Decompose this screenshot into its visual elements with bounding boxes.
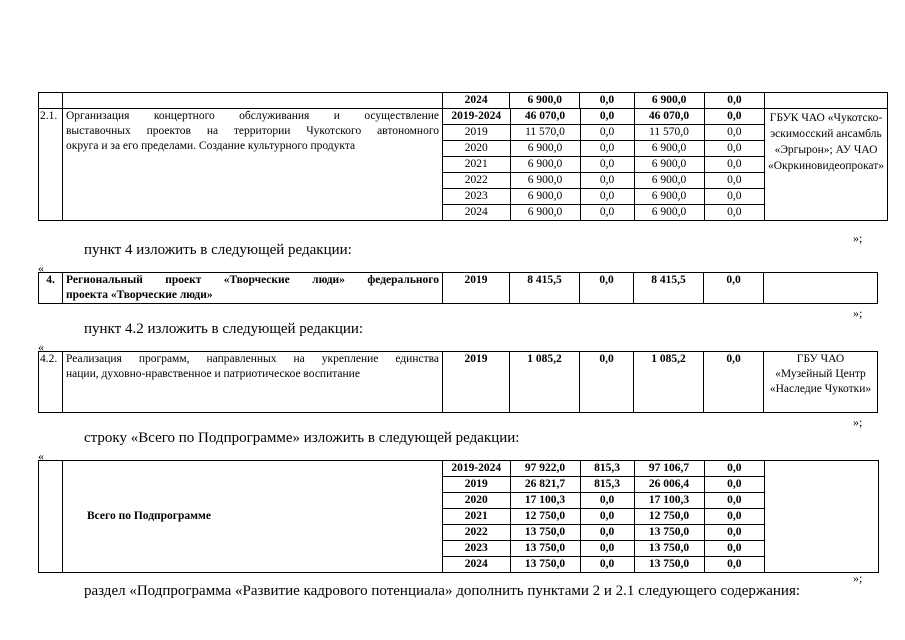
cell-year: 2022: [443, 525, 510, 541]
table-2: [38, 272, 878, 304]
cell-reg: 6 900,0: [634, 157, 704, 173]
cell-fed: 0,0: [580, 525, 634, 541]
paragraph: раздел «Подпрограмма «Развитие кадрового потенциала» дополнить пунктами 2 и 2.1 следующего содержания:: [84, 583, 801, 599]
cell-total: 11 570,0: [510, 125, 580, 141]
cell-other: 0,0: [704, 109, 764, 125]
cell-total: 26 821,7: [510, 477, 580, 493]
opening-quote: «: [38, 449, 44, 463]
cell-fed: 0,0: [580, 493, 634, 509]
year-row: [443, 557, 764, 573]
year-row: [443, 141, 764, 157]
cell-other: 0,0: [704, 125, 764, 141]
cell-fed: 815,3: [580, 477, 634, 493]
table-row: 4. Региональный проект «Творческие люди» федерального проекта «Творческие люди» 2019 8 415,5 0,0 8 415,5 0,0: [39, 273, 878, 304]
paragraph: пункт 4 изложить в следующей редакции:: [84, 242, 352, 258]
cell-reg: 6 900,0: [634, 141, 704, 157]
cell-total: 97 922,0: [510, 461, 580, 477]
cell-year: 2020: [443, 493, 510, 509]
closing-quote: »;: [853, 231, 863, 245]
cell-reg: 26 006,4: [634, 477, 704, 493]
cell-year: 2019-2024: [443, 461, 510, 477]
year-row: [443, 189, 764, 205]
closing-quote: »;: [853, 571, 863, 585]
paragraph: строку «Всего по Подпрограмме» изложить в следующей редакции:: [84, 430, 520, 446]
table-row: [39, 109, 888, 221]
cell-other: 0,0: [704, 525, 764, 541]
cell-fed: 0,0: [580, 541, 634, 557]
cell-other: 0,0: [704, 541, 764, 557]
executor: ГБУК ЧАО «Чукотско-эскимосский ансамбль «Эргырон»; АУ ЧАО «Окркиновидеопрокат»: [765, 109, 888, 221]
cell-other: 0,0: [704, 141, 764, 157]
cell-year: 2023: [443, 189, 510, 205]
cell-year: 2023: [443, 541, 510, 557]
cell-fed: 815,3: [580, 461, 634, 477]
cell-total: 6 900,0: [510, 157, 580, 173]
cell-reg: 17 100,3: [634, 493, 704, 509]
paragraph: пункт 4.2 изложить в следующей редакции:: [84, 321, 364, 337]
year-row: [443, 157, 764, 173]
cell-other: 0,0: [704, 461, 764, 477]
cell-fed: 0,0: [580, 157, 634, 173]
cell-reg: 6 900,0: [634, 205, 704, 221]
closing-quote: »;: [853, 415, 863, 429]
cell-reg: 13 750,0: [634, 541, 704, 557]
cell-year: 2021: [443, 157, 510, 173]
cell-other: 0,0: [704, 157, 764, 173]
total-label: Всего по Подпрограмме: [63, 461, 443, 573]
cell-other: 0,0: [704, 189, 764, 205]
table-3: [38, 351, 878, 413]
year-row: [443, 525, 764, 541]
cell-reg: 6 900,0: [634, 189, 704, 205]
cell-fed: 0,0: [580, 125, 634, 141]
table-row: 4.2. Реализация программ, направленных на укрепление единства нации, духовно-нравственное и патриотическое воспитание 2019 1 085,2 0,0 1 085,2 0,0 ГБУ ЧАО «Музейный Центр «Наследие Чукотки»: [39, 352, 878, 413]
cell-year: 2024: [443, 205, 510, 221]
cell-year: 2021: [443, 509, 510, 525]
cell-year: 2024: [443, 557, 510, 573]
cell-other: 0,0: [704, 493, 764, 509]
cell-other: 0,0: [704, 509, 764, 525]
table-row: [39, 461, 879, 573]
closing-quote: »;: [853, 306, 863, 320]
cell-other: 0,0: [704, 477, 764, 493]
cell-year: 2022: [443, 173, 510, 189]
cell-year: 2019: [443, 477, 510, 493]
cell-total: 13 750,0: [510, 557, 580, 573]
cell-reg: 13 750,0: [634, 525, 704, 541]
cell-year: 2019-2024: [443, 109, 510, 125]
year-row: [443, 493, 764, 509]
event-name: Организация концертного обслуживания и осуществление выставочных проектов на территории Чукотского автономного округа и за его пределами. Создание культурного продукта: [63, 109, 443, 221]
table-row: 2024 6 900,0 0,0 6 900,0 0,0: [39, 93, 888, 109]
cell-other: 0,0: [704, 173, 764, 189]
cell-fed: 0,0: [580, 557, 634, 573]
cell-fed: 0,0: [580, 205, 634, 221]
cell-fed: 0,0: [580, 141, 634, 157]
year-row: [443, 509, 764, 525]
cell-reg: 97 106,7: [634, 461, 704, 477]
cell-total: 46 070,0: [510, 109, 580, 125]
year-row: [443, 173, 764, 189]
cell-total: 6 900,0: [510, 189, 580, 205]
year-row: [443, 109, 764, 125]
cell-year: 2020: [443, 141, 510, 157]
cell-total: 6 900,0: [510, 205, 580, 221]
cell-reg: 12 750,0: [634, 509, 704, 525]
table-1: [38, 92, 888, 221]
row-number: 2.1.: [39, 109, 63, 221]
cell-total: 13 750,0: [510, 541, 580, 557]
year-row: [443, 477, 764, 493]
cell-fed: 0,0: [580, 509, 634, 525]
opening-quote: «: [38, 261, 44, 275]
cell-total: 13 750,0: [510, 525, 580, 541]
cell-total: 6 900,0: [510, 173, 580, 189]
cell-total: 17 100,3: [510, 493, 580, 509]
table-4: [38, 460, 879, 573]
executor: ГБУ ЧАО «Музейный Центр «Наследие Чукотки»: [764, 352, 878, 413]
year-row: [443, 125, 764, 141]
opening-quote: «: [38, 340, 44, 354]
cell-reg: 46 070,0: [634, 109, 704, 125]
cell-year: 2019: [443, 125, 510, 141]
cell-reg: 11 570,0: [634, 125, 704, 141]
cell-fed: 0,0: [580, 173, 634, 189]
cell-fed: 0,0: [580, 109, 634, 125]
year-row: [443, 461, 764, 477]
year-row: [443, 205, 764, 221]
year-row: [443, 541, 764, 557]
cell-total: 6 900,0: [510, 141, 580, 157]
cell-reg: 13 750,0: [634, 557, 704, 573]
cell-reg: 6 900,0: [634, 173, 704, 189]
cell-total: 12 750,0: [510, 509, 580, 525]
cell-other: 0,0: [704, 205, 764, 221]
cell-other: 0,0: [704, 557, 764, 573]
cell-fed: 0,0: [580, 189, 634, 205]
